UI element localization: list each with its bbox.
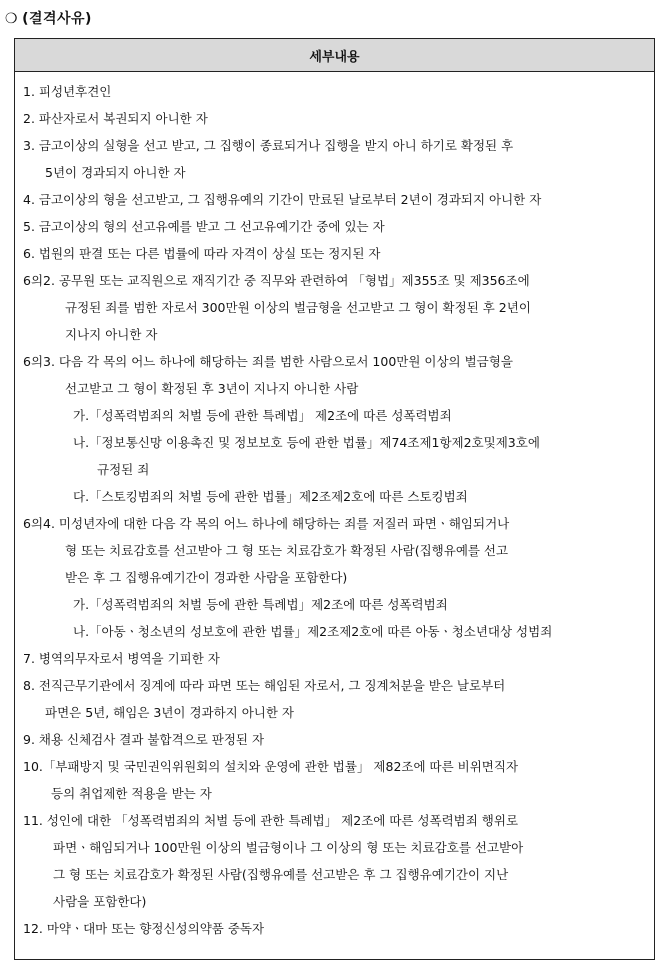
table-row: 9. 채용 신체검사 결과 불합격으로 판정된 자 (23, 732, 265, 747)
table-row: 7. 병역의무자로서 병역을 기피한 자 (23, 651, 220, 666)
table-row: 3. 금고이상의 실형을 선고 받고, 그 집행이 종료되거나 집행을 받지 아니 하기로 확정된 후 (23, 138, 514, 153)
table-row: 지나지 아니한 자 (65, 327, 158, 342)
table-row: 8. 전직근무기관에서 징계에 따라 파면 또는 해임된 자로서, 그 징계처분을 받은 날로부터 (23, 678, 506, 693)
table-row: 6. 법원의 판결 또는 다른 법률에 따라 자격이 상실 또는 정지된 자 (23, 246, 381, 261)
table-row: 받은 후 그 집행유예기간이 경과한 사람을 포함한다) (65, 570, 348, 585)
table-row: 그 형 또는 치료감호가 확정된 사람(집행유예를 선고받은 후 그 집행유예기간이 지난 (53, 867, 509, 882)
table-row: 파면은 5년, 해임은 3년이 경과하지 아니한 자 (45, 705, 294, 720)
table-row: 등의 취업제한 적용을 받는 자 (51, 786, 212, 801)
table-row: 사람을 포함한다) (53, 894, 147, 909)
table-row: 4. 금고이상의 형을 선고받고, 그 집행유예의 기간이 만료된 날로부터 2년이 경과되지 아니한 자 (23, 192, 542, 207)
table-row: 가.「성폭력범죄의 처벌 등에 관한 특례법」 제2조에 따른 성폭력범죄 (73, 408, 452, 423)
table-row: 가.「성폭력범죄의 처벌 등에 관한 특례법」제2조에 따른 성폭력범죄 (73, 597, 448, 612)
table-row: 선고받고 그 형이 확정된 후 3년이 지나지 아니한 사람 (65, 381, 359, 396)
table-row: 11. 성인에 대한 「성폭력범죄의 처벌 등에 관한 특례법」 제2조에 따른 성폭력범죄 행위로 (23, 813, 519, 828)
table-row: 파면ㆍ해임되거나 100만원 이상의 벌금형이나 그 이상의 형 또는 치료감호를 선고받아 (53, 840, 524, 855)
table-row: 5. 금고이상의 형의 선고유예를 받고 그 선고유예기간 중에 있는 자 (23, 219, 385, 234)
disqualification-table (14, 38, 655, 960)
table-row: 다.「스토킹범죄의 처벌 등에 관한 법률」제2조제2호에 따른 스토킹범죄 (73, 489, 468, 504)
table-row: 나.「정보통신망 이용촉진 및 정보보호 등에 관한 법률」제74조제1항제2호및제3호에 (73, 435, 540, 450)
circle-bullet-icon: ❍ (5, 11, 19, 27)
table-row: 6의3. 다음 각 목의 어느 하나에 해당하는 죄를 범한 사람으로서 100만원 이상의 벌금형을 (23, 354, 513, 369)
table-row: 6의2. 공무원 또는 교직원으로 재직기간 중 직무와 관련하여 「형법」제355조 및 제356조에 (23, 273, 530, 288)
table-row: 규정된 죄를 범한 자로서 300만원 이상의 벌금형을 선고받고 그 형이 확정된 후 2년이 (65, 300, 531, 315)
table-body (15, 72, 654, 942)
table-row: 12. 마약ㆍ대마 또는 향정신성의약품 중독자 (23, 921, 265, 936)
table-row: 1. 피성년후견인 (23, 84, 112, 99)
table-row: 10.「부패방지 및 국민권익위원회의 설치와 운영에 관한 법률」 제82조에 따른 비위면직자 (23, 759, 519, 774)
table-row: 6의4. 미성년자에 대한 다음 각 목의 어느 하나에 해당하는 죄를 저질러 파면ㆍ해임되거나 (23, 516, 510, 531)
table-row: 5년이 경과되지 아니한 자 (45, 165, 186, 180)
table-row: 형 또는 치료감호를 선고받아 그 형 또는 치료감호가 확정된 사람(집행유예를 선고 (65, 543, 509, 558)
table-row: 나.「아동ㆍ청소년의 성보호에 관한 법률」제2조제2호에 따른 아동ㆍ청소년대상 성범죄 (73, 624, 553, 639)
section-heading (5, 8, 92, 28)
table-header: 세부내용 (15, 39, 654, 72)
section-title: (결격사유) (22, 11, 92, 27)
table-row: 2. 파산자로서 복권되지 아니한 자 (23, 111, 208, 126)
table-row: 규정된 죄 (97, 462, 150, 477)
